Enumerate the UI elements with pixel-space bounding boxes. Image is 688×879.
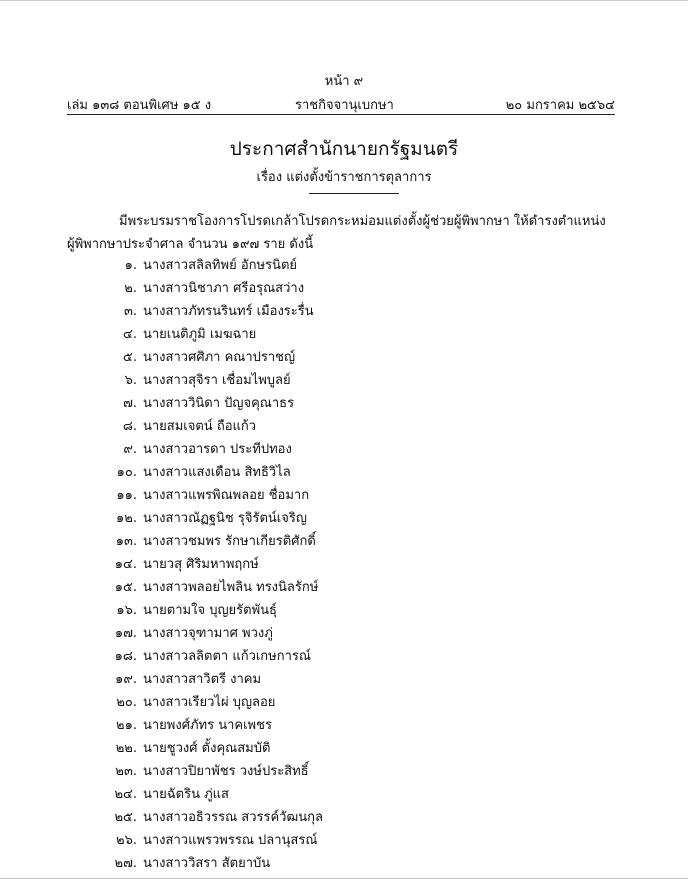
item-number: ๑๐. xyxy=(116,465,137,480)
list-item xyxy=(0,576,688,599)
appointee-name: นายพงศ์ภัทร นาคเพชร xyxy=(143,718,272,733)
item-number: ๒๓. xyxy=(115,764,137,779)
appointee-name: นางสาวนิชาภา ศรีอรุณสว่าง xyxy=(143,281,305,296)
list-item xyxy=(0,829,688,852)
list-item xyxy=(0,645,688,668)
item-number: ๑๔. xyxy=(114,557,137,572)
appointee-name: นายตามใจ บุญยรัตพันธุ์ xyxy=(143,603,277,618)
item-number: ๑๒. xyxy=(116,511,137,526)
appointee-name: นางสาวลลิตตา แก้วเกษการณ์ xyxy=(143,649,311,664)
item-number: ๒๗. xyxy=(114,856,137,871)
appointee-name: นางสาวชมพร รักษาเกียรติศักดิ์ xyxy=(143,534,316,549)
list-item xyxy=(0,461,688,484)
document-subject: เรื่อง แต่งตั้งข้าราชการตุลาการ xyxy=(256,170,432,185)
appointee-name: นางสาวแพรวพรรณ ปลานุสรณ์ xyxy=(143,833,318,848)
item-number: ๒๒. xyxy=(115,741,137,756)
appointee-name: นายวสุ ศิริมหาพฤกษ์ xyxy=(143,557,259,572)
appointee-name: นางสาวจุฑามาศ พวงภู่ xyxy=(143,626,273,641)
list-item xyxy=(0,553,688,576)
appointee-list xyxy=(0,254,688,875)
appointee-name: นางสาวณัฏฐนิช รุจิรัตน์เจริญ xyxy=(143,511,307,526)
item-number: ๒๕. xyxy=(114,810,137,825)
header-divider xyxy=(67,114,615,115)
item-number: ๑๓. xyxy=(115,534,137,549)
appointee-name: นายสมเจตน์ ถือแก้ว xyxy=(143,419,257,434)
appointee-name: นายฉัตริน ภู่แส xyxy=(143,787,229,802)
appointee-name: นายเนติภูมิ เมฆฉาย xyxy=(143,327,257,342)
list-item xyxy=(0,277,688,300)
appointee-name: นางสาวอธิวรรณ สวรรค์วัฒนกุล xyxy=(143,810,323,825)
item-number: ๒. xyxy=(124,281,137,296)
list-item xyxy=(0,599,688,622)
appointee-name: นางสาวสลิลทิพย์ อักษรนิตย์ xyxy=(143,258,298,273)
item-number: ๑. xyxy=(124,258,137,273)
item-number: ๑๖. xyxy=(116,603,137,618)
publication-date: ๒๐ มกราคม ๒๕๖๔ xyxy=(505,98,615,113)
list-item xyxy=(0,783,688,806)
intro-line-1: มีพระบรมราชโองการโปรดเกล้าโปรดกระหม่อมแต่งตั้งผู้ช่วยผู้พิพากษา ให้ดำรงตำแหน่ง xyxy=(119,214,606,229)
item-number: ๖. xyxy=(124,373,137,388)
item-number: ๔. xyxy=(123,327,137,342)
item-number: ๙. xyxy=(123,442,137,457)
page-number: หน้า ๙ xyxy=(324,74,364,89)
item-number: ๗. xyxy=(123,396,137,411)
item-number: ๑๙. xyxy=(115,672,137,687)
list-item xyxy=(0,346,688,369)
appointee-name: นางสาวแสงเดือน สิทธิวิไล xyxy=(143,465,291,480)
volume-issue: เล่ม ๑๓๘ ตอนพิเศษ ๑๕ ง xyxy=(67,98,212,113)
appointee-name: นางสาวสุจิรา เชื่อมไพบูลย์ xyxy=(143,373,291,388)
appointee-name: นางสาวแพรพิณพลอย ชื่อมาก xyxy=(143,488,310,503)
gazette-name: ราชกิจจานุเบกษา xyxy=(295,98,394,113)
page-top-border xyxy=(0,0,688,1)
list-item xyxy=(0,668,688,691)
item-number: ๕. xyxy=(123,350,137,365)
list-item xyxy=(0,737,688,760)
list-item xyxy=(0,415,688,438)
item-number: ๒๐. xyxy=(116,695,137,710)
list-item xyxy=(0,714,688,737)
item-number: ๓. xyxy=(123,304,137,319)
list-item xyxy=(0,760,688,783)
list-item xyxy=(0,323,688,346)
item-number: ๑๑. xyxy=(116,488,137,503)
appointee-name: นางสาวพลอยไพลิน ทรงนิลรักษ์ xyxy=(143,580,319,595)
list-item xyxy=(0,392,688,415)
appointee-name: นางสาวปิยาพัชร วงษ์ประสิทธิ์ xyxy=(143,764,309,779)
appointee-name: นางสาวศศิภา คณาปราชญ์ xyxy=(143,350,296,365)
appointee-name: นายชูวงศ์ ตั้งคุณสมบัติ xyxy=(143,741,271,756)
title-divider xyxy=(309,193,399,194)
appointee-name: นางสาวภัทรนรินทร์ เมืองระรื่น xyxy=(143,304,314,319)
intro-paragraph xyxy=(67,210,615,256)
list-item xyxy=(0,691,688,714)
list-item xyxy=(0,300,688,323)
item-number: ๑๗. xyxy=(114,626,137,641)
item-number: ๘. xyxy=(122,419,137,434)
list-item xyxy=(0,852,688,875)
item-number: ๑๕. xyxy=(114,580,137,595)
appointee-name: นางสาววินิดา ปัญจคุณาธร xyxy=(143,396,295,411)
appointee-name: นางสาววิสรา สัตยาบัน xyxy=(143,856,271,871)
document-title: ประกาศสำนักนายกรัฐมนตรี xyxy=(229,138,459,160)
item-number: ๑๘. xyxy=(114,649,137,664)
list-item xyxy=(0,622,688,645)
item-number: ๒๔. xyxy=(114,787,137,802)
list-item xyxy=(0,369,688,392)
list-item xyxy=(0,530,688,553)
list-item xyxy=(0,254,688,277)
list-item xyxy=(0,438,688,461)
intro-line-2: ผู้พิพากษาประจำศาล จำนวน ๑๙๗ ราย ดังนี้ xyxy=(67,237,314,252)
list-item xyxy=(0,806,688,829)
item-number: ๒๑. xyxy=(116,718,137,733)
appointee-name: นางสาวสาวิตรี งาคม xyxy=(143,672,262,687)
appointee-name: นางสาวอารดา ประทีปทอง xyxy=(143,442,292,457)
appointee-name: นางสาวเรียวไผ่ บุญลอย xyxy=(143,695,276,710)
item-number: ๒๖. xyxy=(116,833,137,848)
list-item xyxy=(0,484,688,507)
list-item xyxy=(0,507,688,530)
gazette-header xyxy=(67,94,615,112)
